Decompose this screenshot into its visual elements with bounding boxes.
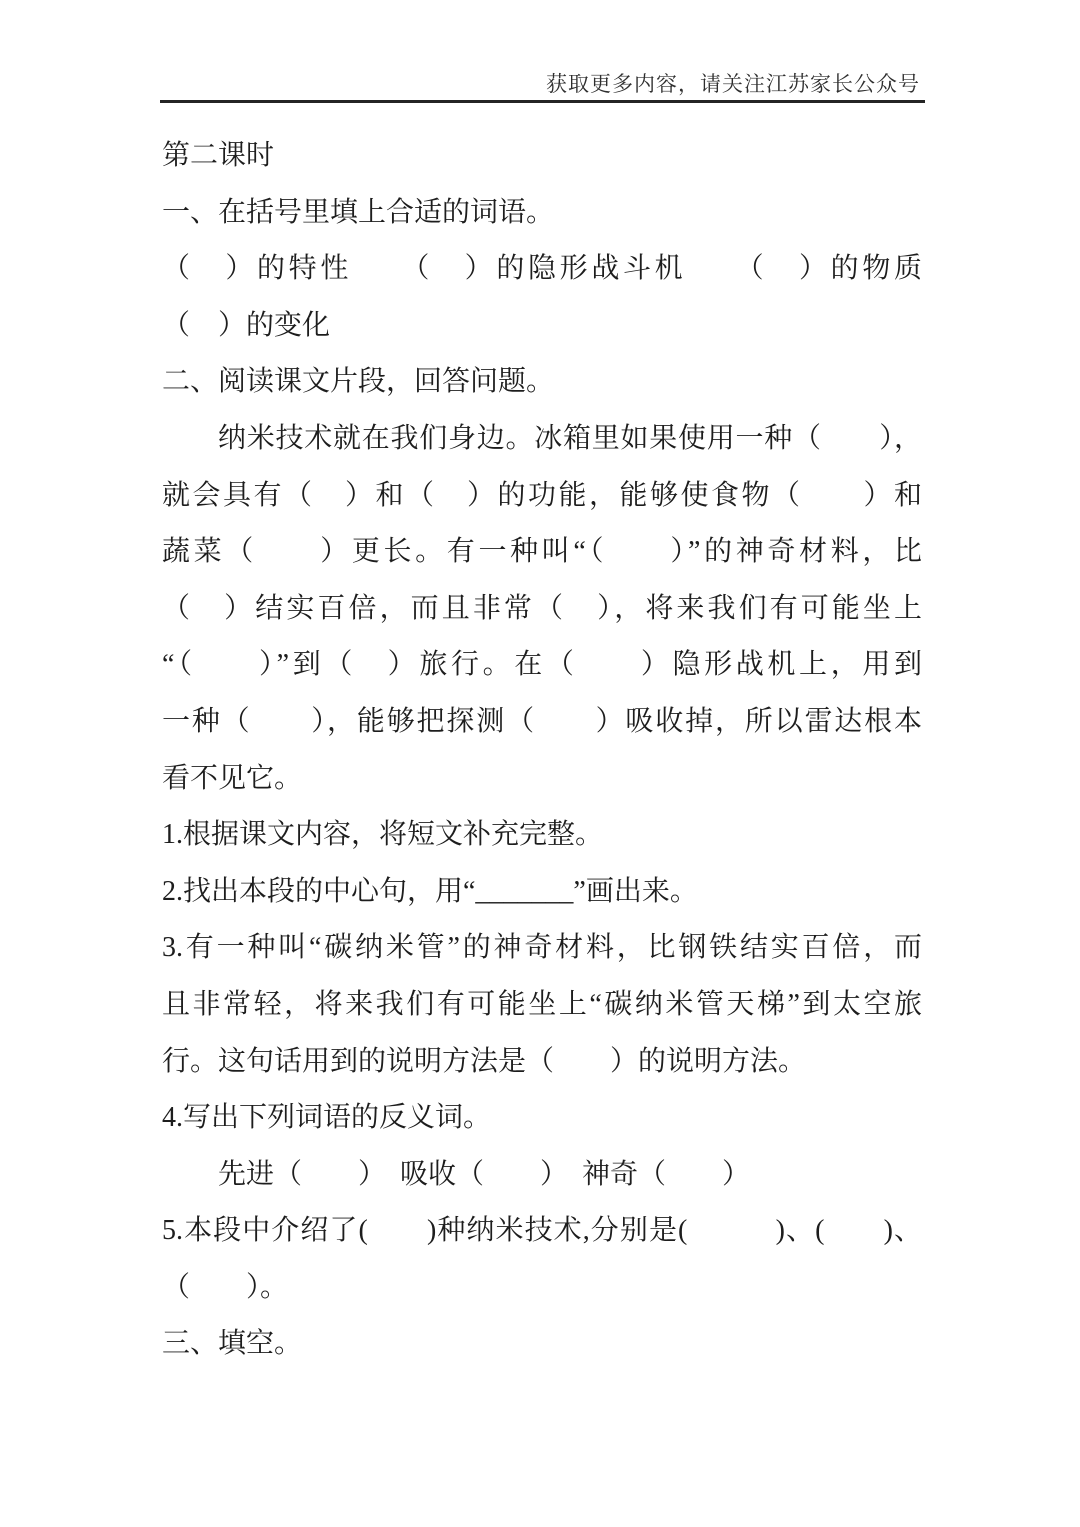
question-5-line-2: （ ）。 bbox=[162, 1271, 289, 1303]
question-3-line-2: 且非常轻，将来我们有可能坐上“碳纳米管天梯”到太空旅 bbox=[162, 988, 922, 1020]
page-header bbox=[0, 72, 920, 96]
section-two-heading: 二、阅读课文片段，回答问题。 bbox=[162, 366, 555, 398]
worksheet-content bbox=[162, 128, 922, 1373]
passage-line-3: 蔬菜（ ）更长。有一种叫“（ ）”的神奇材料，比 bbox=[162, 536, 922, 568]
question-2: 2.找出本段的中心句，用“_______”画出来。 bbox=[162, 875, 698, 907]
question-1: 1.根据课文内容，将短文补充完整。 bbox=[162, 819, 604, 851]
question-3-line-1: 3.有一种叫“碳纳米管”的神奇材料，比钢铁结实百倍，而 bbox=[162, 932, 922, 964]
passage-line-6: 一种（ ），能够把探测（ ）吸收掉，所以雷达根本 bbox=[162, 705, 922, 737]
passage-line-2: 就会具有（ ）和（ ）的功能，能够使食物（ ）和 bbox=[162, 479, 922, 511]
question-3-line-3: 行。这句话用到的说明方法是（ ）的说明方法。 bbox=[162, 1045, 807, 1077]
passage-line-7: 看不见它。 bbox=[162, 762, 303, 794]
fill-blanks-row-1: （ ）的特性 （ ）的隐形战斗机 （ ）的物质 bbox=[162, 253, 922, 285]
passage-line-1: 纳米技术就在我们身边。冰箱里如果使用一种（ ）， bbox=[218, 422, 922, 454]
fill-blanks-row-2: （ ）的变化 bbox=[162, 309, 331, 341]
passage-line-4: （ ）结实百倍，而且非常（ ），将来我们有可能坐上 bbox=[162, 592, 922, 624]
question-4: 4.写出下列词语的反义词。 bbox=[162, 1102, 492, 1134]
header-divider bbox=[160, 100, 925, 103]
header-notice: 获取更多内容，请关注江苏家长公众号 bbox=[546, 72, 920, 96]
passage-line-5: “（ ）”到（ ）旅行。在（ ）隐形战机上，用到 bbox=[162, 649, 922, 681]
lesson-title: 第二课时 bbox=[162, 140, 275, 171]
section-three-heading: 三、填空。 bbox=[162, 1328, 303, 1360]
question-5-line-1: 5.本段中介绍了( )种纳米技术,分别是( )、( )、 bbox=[162, 1215, 922, 1247]
question-4-antonyms-row: 先进（ ） 吸收（ ） 神奇（ ） bbox=[218, 1158, 751, 1190]
section-one-heading: 一、在括号里填上合适的词语。 bbox=[162, 196, 555, 228]
